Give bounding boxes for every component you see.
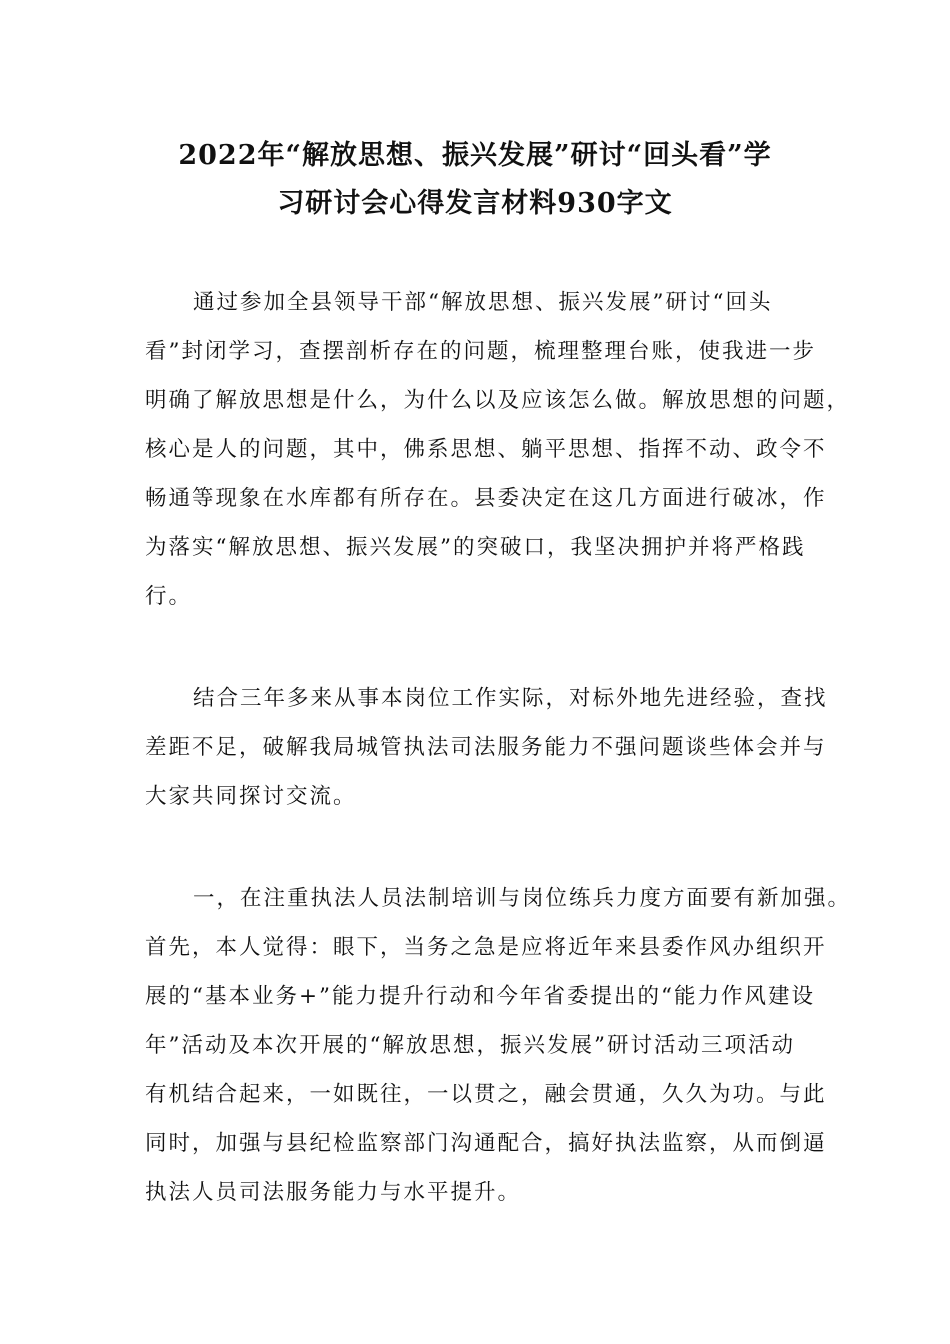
paragraph-line: 执法人员司法服务能力与水平提升。 [145, 1180, 522, 1205]
paragraph-line: 一，在注重执法人员法制培训与岗位练兵力度方面要有新加强。 [193, 886, 852, 911]
paragraph-line: 看”封闭学习，查摆剖析存在的问题，梳理整理台账，使我进一步 [145, 339, 816, 364]
paragraph-line: 首先，本人觉得：眼下，当务之急是应将近年来县委作风办组织开 [145, 935, 827, 960]
paragraph-line: 大家共同探讨交流。 [145, 784, 357, 809]
paragraph-line: 展的“基本业务+”能力提升行动和今年省委提出的“能力作风建设 [145, 984, 815, 1009]
paragraph-line: 核心是人的问题，其中，佛系思想、躺平思想、指挥不动、政令不 [145, 437, 827, 462]
paragraph-line: 同时，加强与县纪检监察部门沟通配合，搞好执法监察，从而倒逼 [145, 1131, 827, 1156]
paragraph-line: 结合三年多来从事本岗位工作实际，对标外地先进经验，查找 [193, 686, 828, 711]
title-line-2: 习研讨会心得发言材料930字文 [277, 188, 673, 219]
title-line-1: 2022年“解放思想、振兴发展”研讨“回头看”学 [178, 140, 772, 171]
paragraph-line: 差距不足，破解我局城管执法司法服务能力不强问题谈些体会并与 [145, 735, 827, 760]
paragraph-line: 通过参加全县领导干部“解放思想、振兴发展”研讨“回头 [193, 290, 773, 315]
document-title [0, 132, 950, 228]
paragraph-line: 为落实“解放思想、振兴发展”的突破口，我坚决拥护并将严格践 [145, 535, 806, 560]
paragraph-line: 畅通等现象在水库都有所存在。县委决定在这几方面进行破冰，作 [145, 486, 827, 511]
paragraph-line: 行。 [145, 584, 193, 609]
paragraph-line: 有机结合起来，一如既往，一以贯之，融会贯通，久久为功。与此 [145, 1082, 827, 1107]
paragraph-line: 年”活动及本次开展的“解放思想，振兴发展”研讨活动三项活动 [145, 1033, 795, 1058]
paragraph-line: 明确了解放思想是什么，为什么以及应该怎么做。解放思想的问题， [145, 388, 851, 413]
